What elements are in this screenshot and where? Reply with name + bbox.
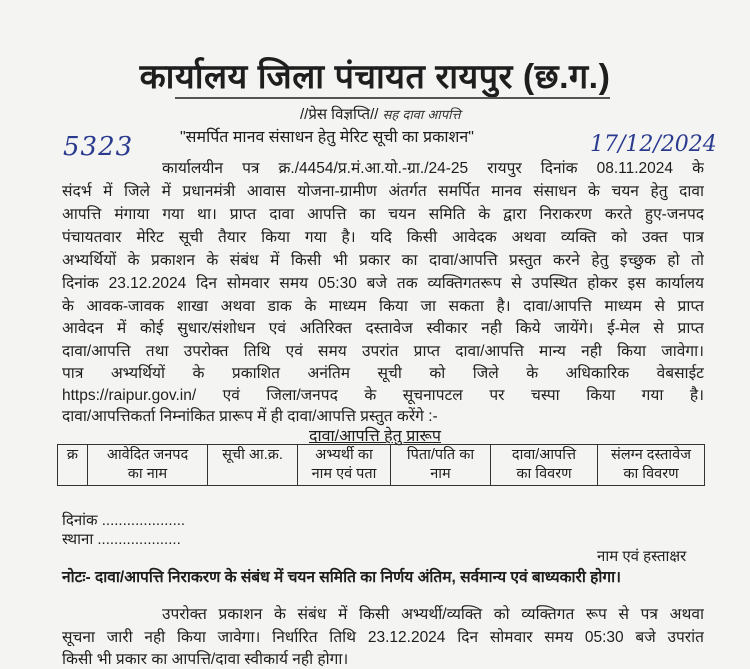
date-field-label: दिनांक .................... <box>62 512 186 529</box>
handwritten-note: सह दावा आपत्ति <box>382 108 461 123</box>
body-line: दावा/आपत्तिकर्ता निम्नांकित प्रारूप में ही दावा/आपत्ति प्रस्तुत करेंगे :- <box>62 408 438 425</box>
col-father <box>391 445 491 486</box>
col-claim <box>491 445 598 486</box>
closing-line: उपरोक्त प्रकाशन के संबंध में किसी अभ्यर्थी/व्यक्ति को व्यक्तिगत रूप से पत्र अथवा <box>162 606 704 623</box>
body-line: अभ्यर्थियों के प्रकाशन के संबंध में किसी भी प्रकार का दावा/आपत्ति प्रस्तुत करने हेतु इच्छुक हो तो <box>62 252 704 269</box>
col-janpad <box>88 445 208 486</box>
body-line: आवेदन में कोई सुधार/संशोधन एवं अतिरिक्त दस्तावेज स्वीकार नही किये जायेंगे। ई-मेल से प्राप्त <box>62 320 704 337</box>
place-field-label: स्थाना .................... <box>62 531 181 548</box>
body-line: पात्र अभ्यर्थियों के प्रकाशित अनंतिम सूची को जिले के अधिकारिक वेबसाईट <box>62 365 704 382</box>
press-release-label <box>300 104 460 124</box>
col-label: अभ्यर्थी का <box>315 447 373 463</box>
claim-form-table <box>57 444 705 486</box>
form-title: दावा/आपत्ति हेतु प्रारूप <box>308 428 442 445</box>
press-release-text: //प्रेस विज्ञप्ति// <box>300 106 379 123</box>
body-line-website: https://raipur.gov.in/ एवं जिला/जनपद के सूचनापटल पर चस्पा किया गया है। <box>62 387 704 404</box>
col-label: दावा/आपत्ति <box>511 447 577 463</box>
body-line: दावा/आपत्ति तथा उपरोक्त तिथि एवं समय उपरांत प्राप्त दावा/आपत्ति मान्य नही किया जावेगा। <box>62 343 704 360</box>
body-line: दिनांक 23.12.2024 दिन सोमवार समय 05:30 बजे तक व्यक्तिगतरूप से उपस्थित होकर इस कार्यालय <box>62 275 704 292</box>
col-label: नाम <box>430 466 451 482</box>
col-serial <box>58 445 88 486</box>
col-label: का विवरण <box>516 466 572 482</box>
col-label: पिता/पति का <box>406 447 475 463</box>
closing-line: सूचना जारी नही किया जावेगा। निर्धारित तिथि 23.12.2024 दिन सोमवार समय 05:30 बजे उपरांत <box>62 629 704 646</box>
body-line: पंचायतवार मेरिट सूची तैयार किया गया है। यदि किसी आवेदक अथवा व्यक्ति को उक्त पात्र <box>62 229 704 246</box>
col-label: सूची आ.क्र. <box>222 447 283 463</box>
office-title: कार्यालय जिला पंचायत रायपुर (छ.ग.) <box>139 58 611 96</box>
body-line: कार्यालयीन पत्र क्र./4454/प्र.मं.आ.यो.-ग्रा./24-25 रायपुर दिनांक 08.11.2024 के <box>162 160 704 177</box>
col-candidate <box>298 445 391 486</box>
note-text: नोटः- दावा/आपत्ति निराकरण के संबंध में चयन समिति का निर्णय अंतिम, सर्वमान्य एवं बाध्यकारी होगा। <box>62 569 622 586</box>
col-label: आवेदित जनपद <box>106 447 189 463</box>
col-label: संलग्न दस्तावेज <box>611 447 691 463</box>
title-underline <box>175 97 610 99</box>
col-label: नाम एवं पता <box>311 466 377 482</box>
handwritten-number: 5323 <box>63 132 134 162</box>
body-line: आपत्ति मंगाया गया था। प्राप्त दावा आपत्ति का चयन समिति के द्वारा निराकरण करते हुए-जनपद <box>62 206 704 223</box>
body-line: के आवक-जावक शाखा अथवा डाक के माध्यम किया जा सकता है। दावा/आपत्ति माध्यम से प्राप्त <box>62 298 704 315</box>
col-label: का विवरण <box>623 466 679 482</box>
col-label: का नाम <box>127 466 168 482</box>
handwritten-date: 17/12/2024 <box>590 132 717 157</box>
body-line: संदर्भ में जिले में प्रधानमंत्री आवास योजना-ग्रामीण अंतर्गत समर्पित मानव संसाधन के चयन हेतु दावा <box>62 183 704 200</box>
col-list-no <box>208 445 298 486</box>
closing-line: किसी भी प्रकार का आपत्ति/दावा स्वीकार्य नही होगा। <box>62 651 349 668</box>
signature-label: नाम एवं हस्ताक्षर <box>597 548 687 565</box>
subject-line: "समर्पित मानव संसाधन हेतु मेरिट सूची का प्रकाशन" <box>180 129 474 146</box>
col-documents <box>598 445 705 486</box>
col-label: क्र <box>66 447 79 463</box>
table-header-row <box>58 445 705 486</box>
